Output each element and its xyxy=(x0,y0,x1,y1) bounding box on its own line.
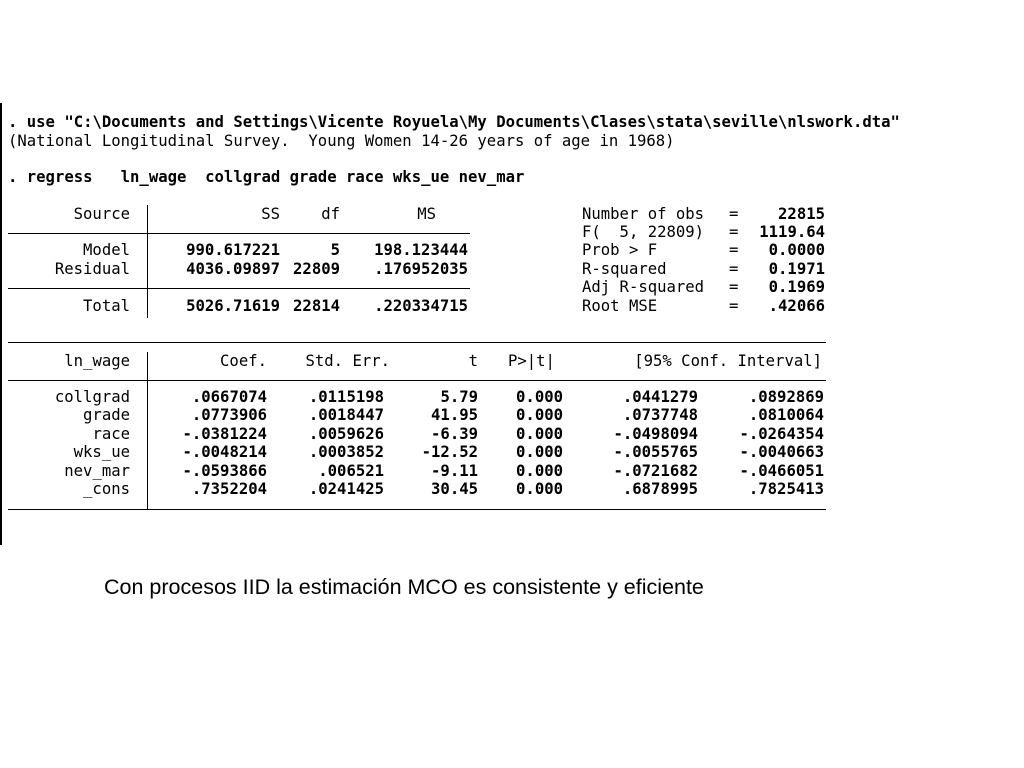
stat-value: 22815 xyxy=(778,205,825,223)
coef-row-p: 0.000 xyxy=(516,443,563,461)
output-left-border xyxy=(0,103,2,545)
coef-row-t: 30.45 xyxy=(431,480,478,498)
coef-row-var: _cons xyxy=(83,480,130,498)
coef-row-var: nev_mar xyxy=(64,462,130,480)
anova-row-ss: 4036.09897 xyxy=(186,260,280,278)
anova-header-rule-right xyxy=(148,233,470,234)
coef-row-ci-high: .0810064 xyxy=(748,406,824,424)
stat-label: F( 5, 22809) xyxy=(582,223,705,241)
coef-header-p: P>|t| xyxy=(508,352,555,370)
coef-top-rule xyxy=(8,342,826,343)
coef-bottom-rule xyxy=(8,509,826,510)
stat-label: Root MSE xyxy=(582,297,658,315)
slide-caption: Con procesos IID la estimación MCO es consistente y eficiente xyxy=(104,575,704,599)
anova-row-ms: 198.123444 xyxy=(374,241,468,259)
dataset-label: (National Longitudinal Survey. Young Women 14-26 years of age in 1968) xyxy=(8,132,675,150)
stat-label: Number of obs xyxy=(582,205,705,223)
coef-row-t: -6.39 xyxy=(431,425,478,443)
coef-row-ci-low: .0737748 xyxy=(622,406,698,424)
coef-row-ci-low: -.0055765 xyxy=(613,443,698,461)
coef-row-se: .006521 xyxy=(318,462,384,480)
coef-row-ci-low: -.0498094 xyxy=(613,425,698,443)
anova-header-source: Source xyxy=(73,205,130,223)
coef-row-var: grade xyxy=(83,406,130,424)
coef-header-rule xyxy=(8,380,826,381)
coef-row-p: 0.000 xyxy=(516,406,563,424)
anova-row-source: Model xyxy=(83,241,130,259)
coef-row-coef: .7352204 xyxy=(191,480,267,498)
coef-row-ci-low: .0441279 xyxy=(622,388,698,406)
use-command: . use "C:\Documents and Settings\Vicente Royuela\My Documents\Clases\stata\seville\nlswork.dta" xyxy=(8,113,900,131)
anova-row-source: Residual xyxy=(54,260,130,278)
stat-value: 0.0000 xyxy=(768,241,825,259)
coef-row-ci-high: -.0466051 xyxy=(739,462,824,480)
stat-eq: = xyxy=(729,297,739,315)
stat-value: 1119.64 xyxy=(759,223,825,241)
anova-total-ms: .220334715 xyxy=(374,297,468,315)
anova-header-rule-left xyxy=(8,233,148,234)
stat-eq: = xyxy=(729,260,739,278)
coef-row-se: .0059626 xyxy=(308,425,384,443)
stat-eq: = xyxy=(729,223,739,241)
anova-total-df: 22814 xyxy=(293,297,340,315)
stat-eq: = xyxy=(729,241,739,259)
coef-row-ci-high: .0892869 xyxy=(748,388,824,406)
stat-eq: = xyxy=(729,205,739,223)
anova-total-rule xyxy=(8,288,470,289)
stat-label: R-squared xyxy=(582,260,667,278)
coef-row-coef: -.0381224 xyxy=(182,425,267,443)
coef-row-t: 41.95 xyxy=(431,406,478,424)
coef-header-var: ln_wage xyxy=(64,352,130,370)
coef-header-se: Std. Err. xyxy=(305,352,390,370)
anova-total-source: Total xyxy=(83,297,130,315)
coef-row-coef: -.0593866 xyxy=(182,462,267,480)
coef-row-ci-high: .7825413 xyxy=(748,480,824,498)
stat-value: 0.1969 xyxy=(768,278,825,296)
coef-row-se: .0003852 xyxy=(308,443,384,461)
coef-row-coef: .0773906 xyxy=(191,406,267,424)
anova-header-df: df xyxy=(321,205,340,223)
coef-row-var: collgrad xyxy=(54,388,130,406)
stat-value: 0.1971 xyxy=(768,260,825,278)
coef-row-se: .0018447 xyxy=(308,406,384,424)
stat-label: Prob > F xyxy=(582,241,658,259)
coef-row-t: 5.79 xyxy=(440,388,478,406)
anova-row-df: 5 xyxy=(330,241,340,259)
coef-row-se: .0241425 xyxy=(308,480,384,498)
coef-row-p: 0.000 xyxy=(516,425,563,443)
coef-row-ci-low: -.0721682 xyxy=(613,462,698,480)
coef-row-p: 0.000 xyxy=(516,388,563,406)
anova-row-ss: 990.617221 xyxy=(186,241,280,259)
stat-label: Adj R-squared xyxy=(582,278,705,296)
coef-row-se: .0115198 xyxy=(308,388,384,406)
coef-row-coef: -.0048214 xyxy=(182,443,267,461)
coef-row-var: race xyxy=(92,425,130,443)
coef-row-t: -9.11 xyxy=(431,462,478,480)
stat-eq: = xyxy=(729,278,739,296)
coef-header-t: t xyxy=(468,352,478,370)
anova-header-ss: SS xyxy=(261,205,280,223)
regress-command: . regress ln_wage collgrad grade race wks_ue nev_mar xyxy=(8,168,525,186)
coef-row-ci-high: -.0264354 xyxy=(739,425,824,443)
anova-total-ss: 5026.71619 xyxy=(186,297,280,315)
coef-vertical-rule xyxy=(147,352,148,510)
anova-row-ms: .176952035 xyxy=(374,260,468,278)
coef-row-var: wks_ue xyxy=(73,443,130,461)
coef-header-coef: Coef. xyxy=(220,352,267,370)
anova-row-df: 22809 xyxy=(293,260,340,278)
coef-row-p: 0.000 xyxy=(516,462,563,480)
stat-value: .42066 xyxy=(768,297,825,315)
coef-row-coef: .0667074 xyxy=(191,388,267,406)
anova-header-ms: MS xyxy=(417,205,436,223)
coef-row-ci-low: .6878995 xyxy=(622,480,698,498)
anova-vertical-rule xyxy=(147,205,148,318)
coef-row-ci-high: -.0040663 xyxy=(739,443,824,461)
coef-row-p: 0.000 xyxy=(516,480,563,498)
coef-header-ci: [95% Conf. Interval] xyxy=(634,352,822,370)
coef-row-t: -12.52 xyxy=(421,443,478,461)
